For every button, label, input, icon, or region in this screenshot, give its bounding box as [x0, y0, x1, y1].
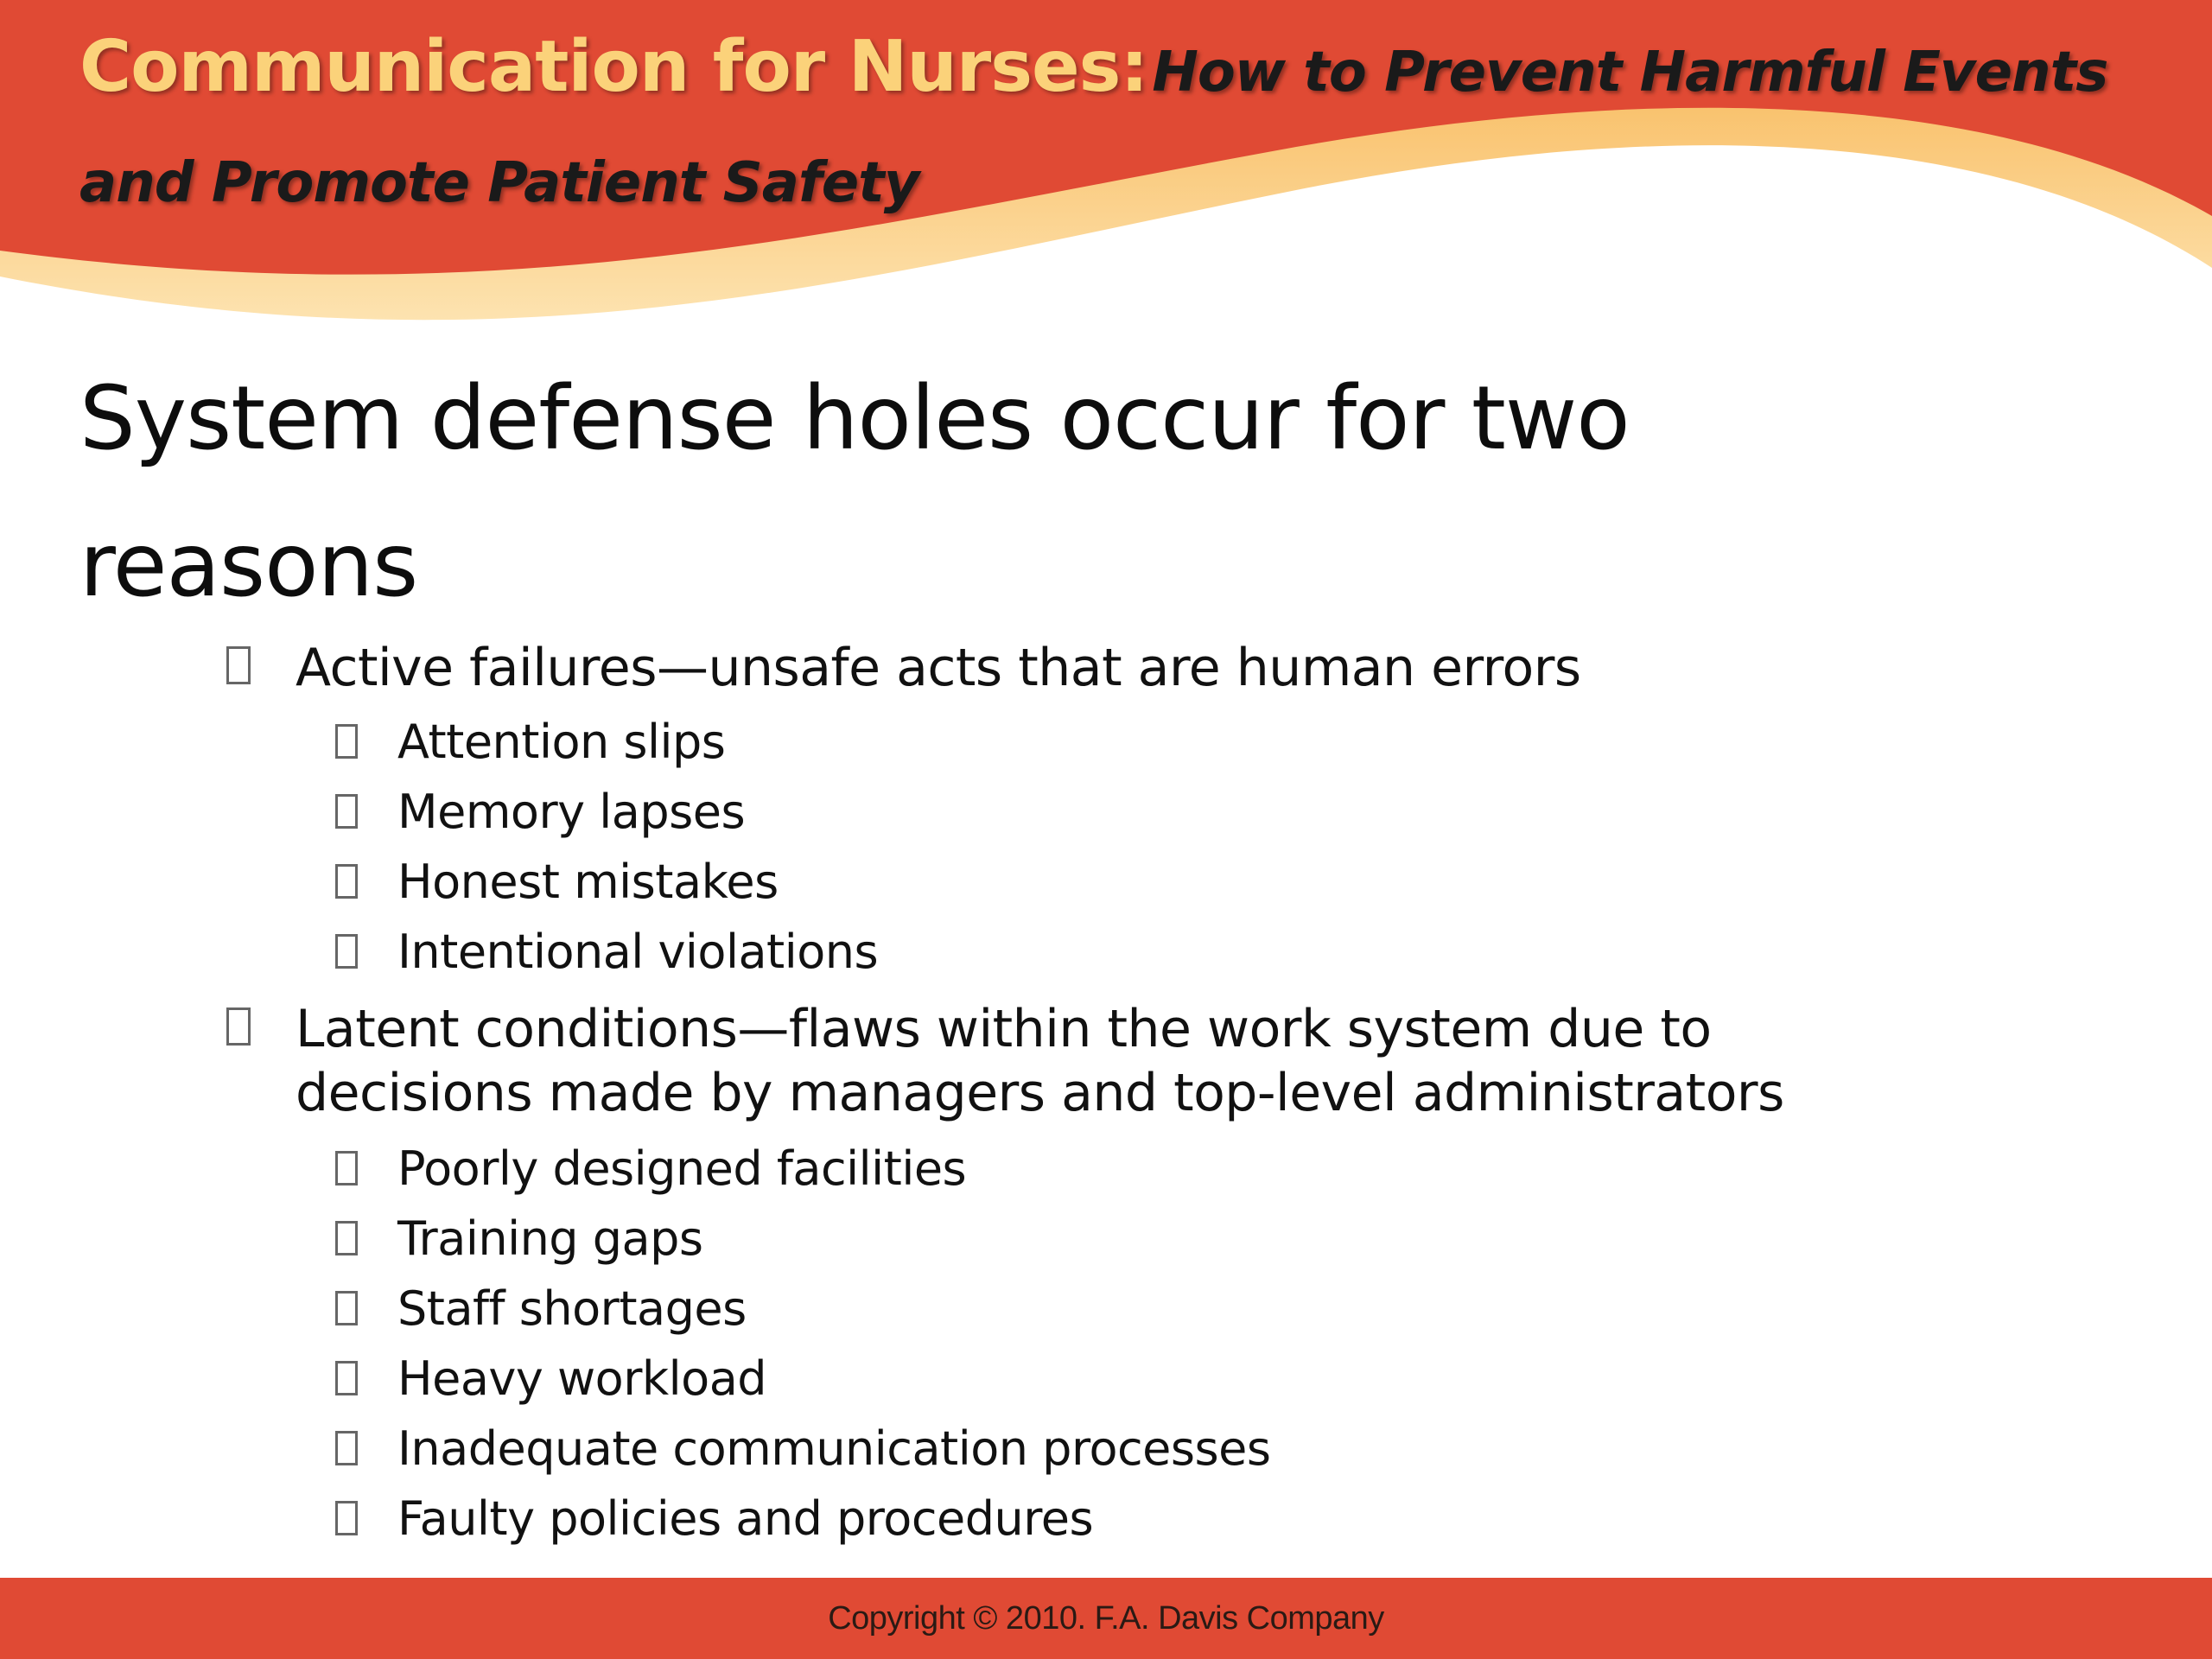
list-item — [335, 714, 725, 771]
square-bullet-icon — [226, 1007, 251, 1046]
subbullet-text: Intentional violations — [397, 925, 879, 979]
list-item — [335, 784, 745, 841]
list-item — [226, 997, 1937, 1125]
subbullet-text: Training gaps — [397, 1211, 703, 1266]
bullet-text: Active failures—unsafe acts that are human errors — [296, 638, 1581, 698]
header-title — [79, 19, 2153, 245]
header-title-sub: How to Prevent Harmful Events and Promote Patient Safety — [79, 41, 2108, 215]
subbullet-text: Faulty policies and procedures — [397, 1491, 1094, 1546]
square-bullet-icon — [335, 934, 358, 969]
slide-heading: System defense holes occur for two reasons — [79, 367, 1630, 617]
square-bullet-icon — [335, 1151, 358, 1185]
list-item — [335, 1141, 966, 1198]
subbullet-text: Poorly designed facilities — [397, 1141, 967, 1196]
square-bullet-icon — [335, 864, 358, 899]
list-item — [335, 1351, 766, 1408]
list-item — [335, 1211, 703, 1268]
square-bullet-icon — [335, 1291, 358, 1325]
subbullet-text: Attention slips — [397, 715, 726, 769]
bullet-text: Latent conditions—flaws within the work system due to decisions made by managers and top-level administrators — [296, 999, 1784, 1123]
subbullet-text: Heavy workload — [397, 1351, 767, 1406]
square-bullet-icon — [335, 1361, 358, 1395]
square-bullet-icon — [335, 1501, 358, 1535]
list-item — [335, 1281, 747, 1338]
footer-copyright: Copyright © 2010. F.A. Davis Company — [828, 1600, 1384, 1637]
subbullet-text: Memory lapses — [397, 785, 746, 839]
list-item — [226, 636, 1937, 700]
list-item — [335, 854, 779, 911]
square-bullet-icon — [335, 794, 358, 829]
list-item — [335, 1491, 1093, 1548]
subbullet-text: Inadequate communication processes — [397, 1421, 1271, 1476]
subbullet-text: Honest mistakes — [397, 855, 779, 909]
square-bullet-icon — [335, 1221, 358, 1255]
square-bullet-icon — [335, 724, 358, 759]
list-item — [335, 1421, 1271, 1478]
header-title-main: Communication for Nurses: — [79, 26, 1148, 108]
subbullet-text: Staff shortages — [397, 1281, 747, 1336]
square-bullet-icon — [335, 1431, 358, 1465]
list-item — [335, 924, 878, 981]
square-bullet-icon — [226, 646, 251, 684]
